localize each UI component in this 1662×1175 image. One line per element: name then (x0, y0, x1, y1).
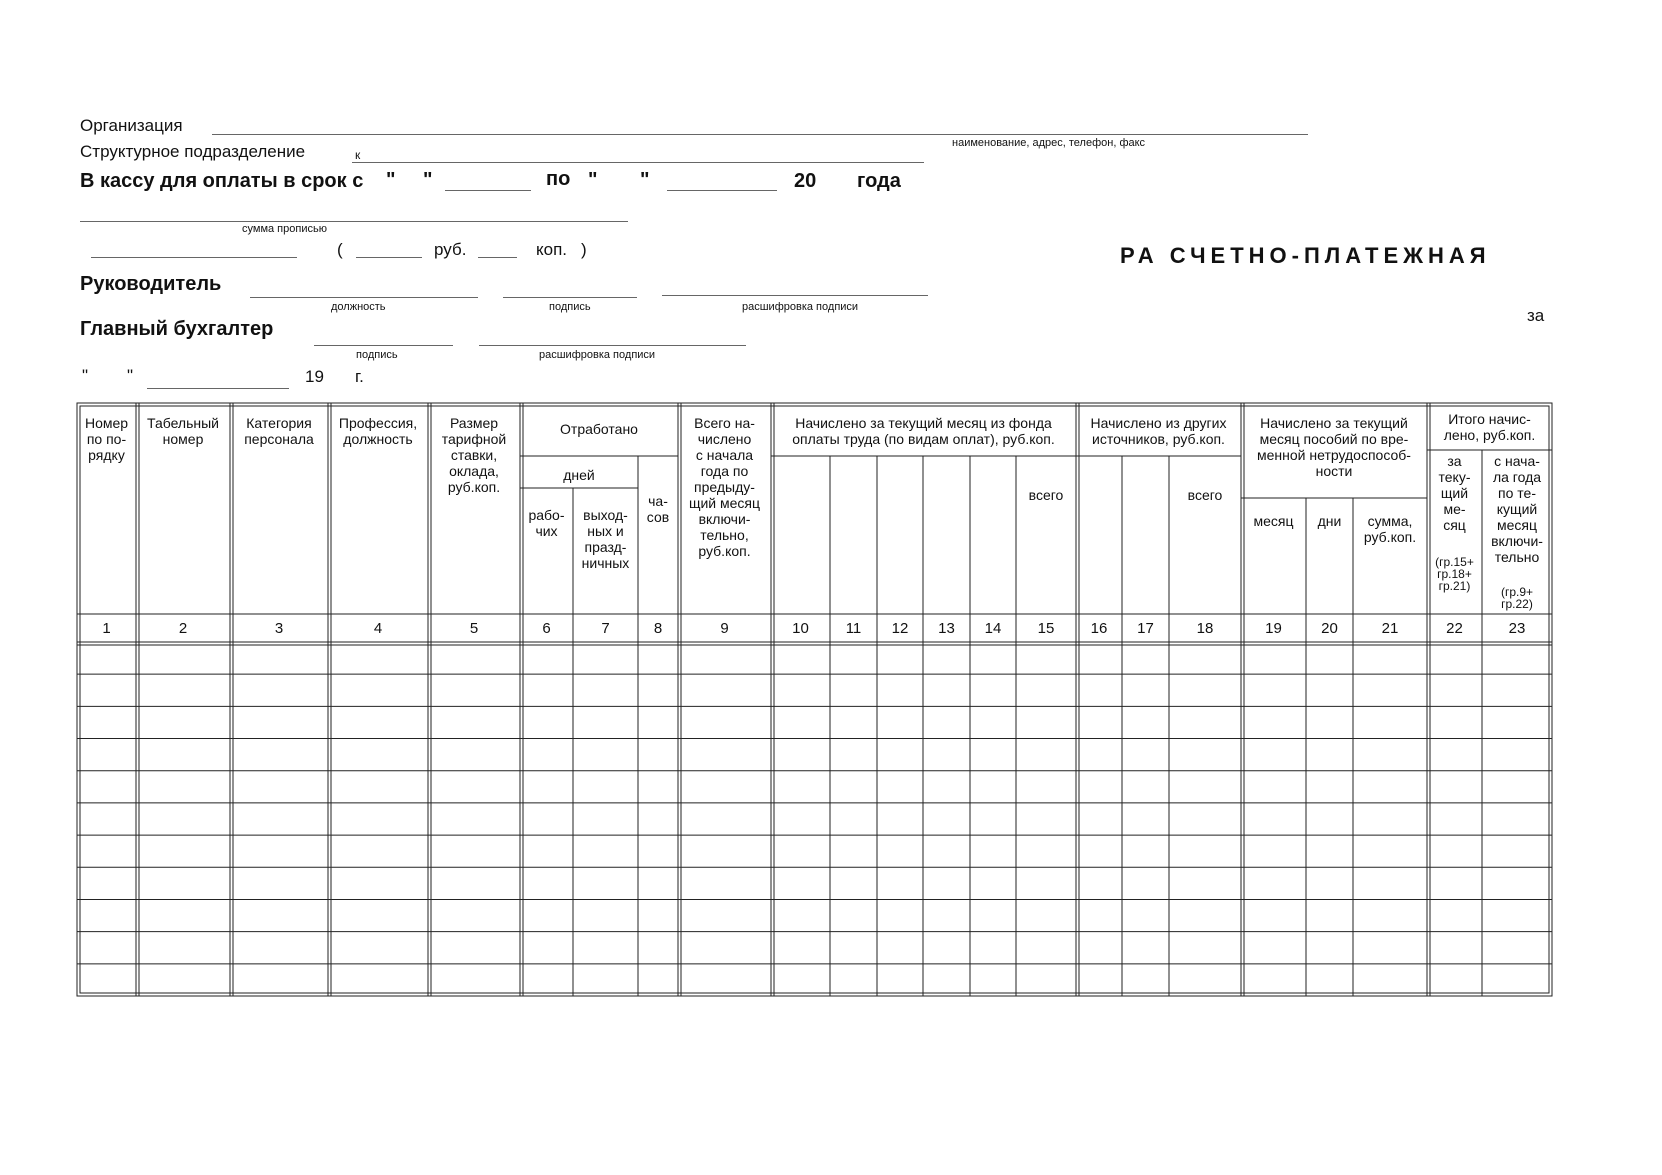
column-number: 14 (984, 620, 1002, 637)
amount-words-caption: сумма прописью (242, 223, 327, 235)
table-border (77, 403, 1552, 996)
document-title: РА СЧЕТНО-ПЛАТЕЖНАЯ (1120, 243, 1491, 268)
header-profession: Профессия, должность (338, 415, 418, 447)
column-number: 18 (1196, 620, 1214, 637)
column-number: 16 (1090, 620, 1108, 637)
header-fund-total: всего (1028, 487, 1064, 503)
header-row-number: Номер по по-рядку (84, 415, 129, 463)
header-total-prev: Всего на-числено с начала года по предыду-щий месяц включи-тельно, руб.коп. (688, 415, 761, 559)
header-category: Категория персонала (244, 415, 314, 447)
column-number: 4 (373, 620, 383, 637)
column-number: 22 (1446, 620, 1463, 637)
head-decoding-caption: расшифровка подписи (742, 301, 859, 313)
header-benefit-month: месяц (1253, 513, 1294, 529)
pay-period-label: В кассу для оплаты в срок с (80, 170, 364, 192)
year-prefix: 20 (794, 170, 817, 192)
header-total-year-note: (гр.9+ гр.22) (1500, 585, 1534, 611)
column-number: 13 (938, 620, 955, 637)
chief-accountant-label: Главный бухгалтер (80, 318, 274, 340)
date-quote-close: " (127, 366, 134, 385)
header-tariff: Размер тарифной ставки, оклада, руб.коп. (441, 415, 507, 495)
header-hours: ча-сов (646, 493, 670, 525)
head-label: Руководитель (80, 273, 222, 295)
paren-open: ( (337, 240, 343, 259)
header-total: Итого начис-лено, руб.коп. (1443, 411, 1536, 443)
column-number: 6 (542, 620, 551, 637)
header-holidays: выход-ных и празд-ничных (581, 507, 630, 571)
header-total-year: с нача-ла года по те-кущий месяц включи-тельно (1491, 453, 1543, 565)
column-number: 21 (1381, 620, 1399, 637)
column-number: 12 (891, 620, 909, 637)
header-fund: Начислено за текущий месяц из фонда оплаты труда (по видам оплат), руб.коп. (792, 415, 1055, 447)
header-days: дней (563, 467, 595, 483)
rub-label: руб. (434, 240, 467, 259)
za-label: за (1527, 306, 1545, 325)
quote-close-2: " (640, 169, 650, 191)
kop-label: коп. (536, 240, 568, 259)
header-total-month: за теку-щий ме-сяц (1438, 453, 1471, 533)
chief-decoding-caption: расшифровка подписи (539, 349, 656, 361)
column-number: 20 (1321, 620, 1338, 637)
column-number: 8 (653, 620, 663, 637)
date-g: г. (355, 367, 364, 386)
date-quote-open: " (82, 366, 89, 385)
column-number: 17 (1137, 620, 1154, 637)
head-signature-caption: подпись (549, 301, 591, 313)
header-worked: Отработано (560, 421, 638, 437)
column-number: 1 (102, 620, 111, 637)
column-number: 23 (1508, 620, 1526, 637)
chief-signature-caption: подпись (356, 349, 398, 361)
column-number: 10 (792, 620, 809, 637)
column-number: 5 (469, 620, 479, 637)
table-border-inner (80, 406, 1549, 993)
department-label: Структурное подразделение (80, 142, 306, 161)
paren-close: ) (581, 240, 587, 259)
quote-open-1: " (386, 169, 396, 191)
header-other-total: всего (1187, 487, 1223, 503)
goda-label: года (857, 170, 901, 192)
head-position-caption: должность (331, 301, 386, 313)
header-other-sources: Начислено из других источников, руб.коп. (1090, 415, 1227, 447)
column-number: 3 (274, 620, 284, 637)
column-number: 15 (1037, 620, 1055, 637)
header-benefit: Начислено за текущий месяц пособий по вре-менной нетрудоспособ-ности (1257, 415, 1411, 479)
po-label: по (546, 168, 571, 190)
department-k: к (355, 148, 361, 162)
header-total-month-note: (гр.15+ гр.18+ гр.21) (1435, 555, 1474, 593)
header-benefit-days: дни (1317, 513, 1342, 529)
header-tab-number: Табельный номер (147, 415, 219, 447)
quote-close-1: " (423, 169, 433, 191)
column-number: 9 (720, 620, 729, 637)
organization-label: Организация (80, 116, 183, 135)
quote-open-2: " (588, 169, 598, 191)
date-year: 19 (305, 367, 324, 386)
column-number: 19 (1265, 620, 1282, 637)
column-number: 2 (178, 620, 188, 637)
column-number: 11 (845, 620, 862, 637)
header-benefit-sum: сумма, руб.коп. (1363, 513, 1417, 545)
header-workdays: рабо-чих (528, 507, 565, 539)
column-number: 7 (601, 620, 610, 637)
organization-caption: наименование, адрес, телефон, факс (952, 137, 1146, 149)
